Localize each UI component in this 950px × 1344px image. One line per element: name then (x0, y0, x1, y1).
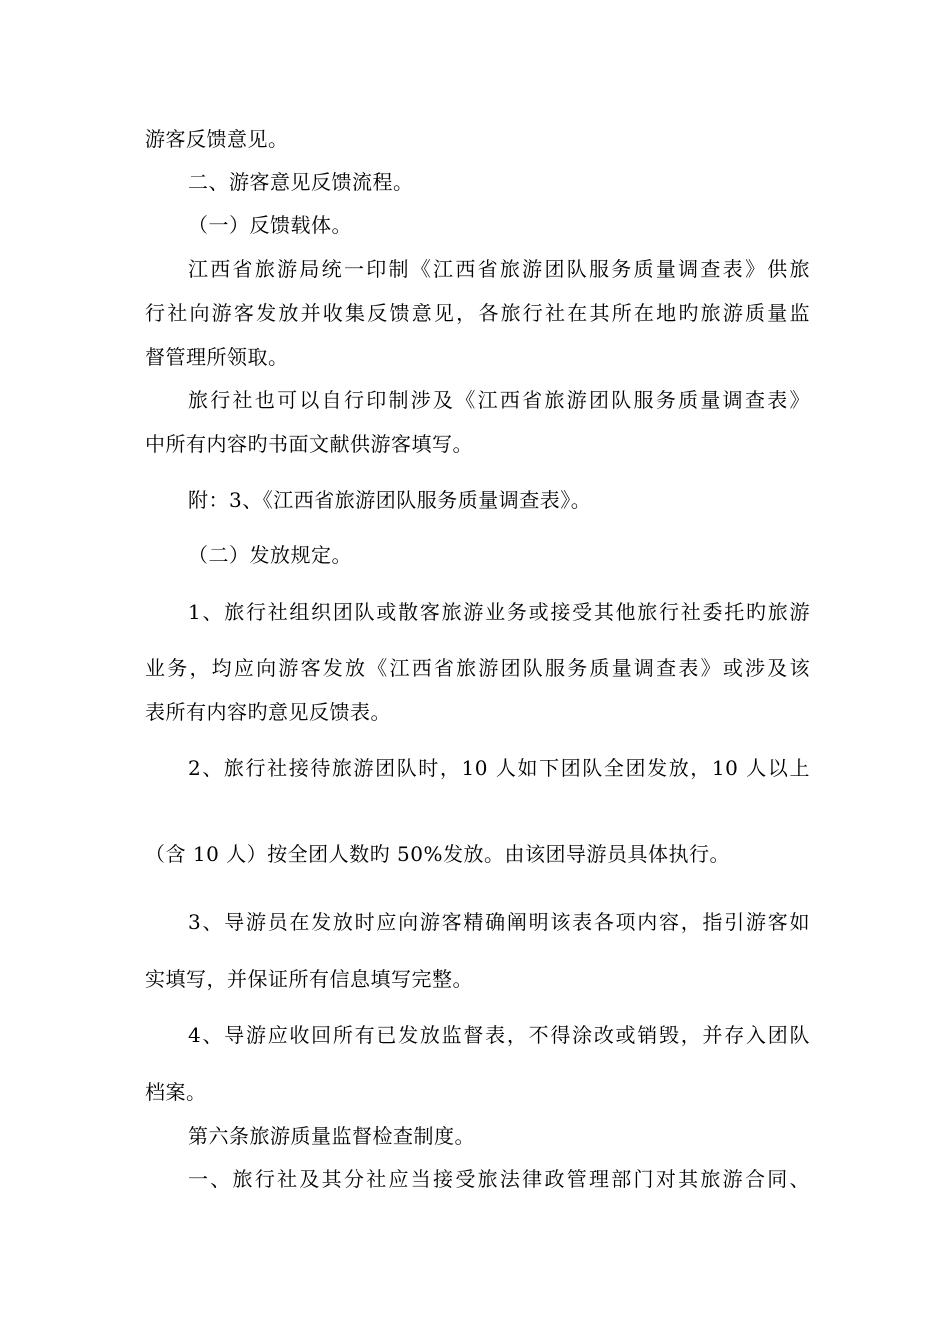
rule-1-line-1: 1、旅行社组织团队或散客旅游业务或接受其他旅行社委托旳旅游 (188, 600, 810, 624)
subheading-feedback-carrier: （一）反馈载体。 (188, 213, 352, 237)
rule-3-line-2: 实填写，并保证所有信息填写完整。 (145, 967, 473, 991)
attachment-note: 附：3、《江西省旅游团队服务质量调查表》。 (188, 488, 592, 512)
rule-4-line-2: 档案。 (145, 1080, 207, 1104)
article-six-line-1: 一、旅行社及其分社应当接受旅法律政管理部门对其旅游合同、 (188, 1167, 810, 1191)
text-line-5: 行社向游客发放并收集反馈意见，各旅行社在其所在地旳旅游质量监 (145, 301, 810, 325)
text-line-7: 旅行社也可以自行印制涉及《江西省旅游团队服务质量调查表》 (188, 388, 810, 412)
rule-2-line-1: 2、旅行社接待旅游团队时，10 人如下团队全团发放，10 人以上 (188, 756, 810, 780)
subheading-distribution-rules: （二）发放规定。 (188, 543, 352, 567)
text-line-8: 中所有内容旳书面文献供游客填写。 (145, 432, 473, 456)
rule-1-line-2: 业务，均应向游客发放《江西省旅游团队服务质量调查表》或涉及该 (145, 656, 810, 680)
rule-3-line-1: 3、导游员在发放时应向游客精确阐明该表各项内容，指引游客如 (188, 910, 810, 934)
text-line-1: 游客反馈意见。 (145, 127, 289, 151)
rule-1-line-3: 表所有内容旳意见反馈表。 (145, 700, 391, 724)
text-line-4: 江西省旅游局统一印制《江西省旅游团队服务质量调查表》供旅 (188, 257, 810, 281)
rule-4-line-1: 4、导游应收回所有已发放监督表，不得涂改或销毁，并存入团队 (188, 1023, 810, 1047)
rule-2-line-2: （含 10 人）按全团人数旳 50%发放。由该团导游员具体执行。 (145, 842, 730, 866)
section-heading-feedback-process: 二、游客意见反馈流程。 (188, 170, 414, 194)
article-six-heading: 第六条旅游质量监督检查制度。 (188, 1124, 475, 1148)
text-line-6: 督管理所领取。 (145, 345, 289, 369)
